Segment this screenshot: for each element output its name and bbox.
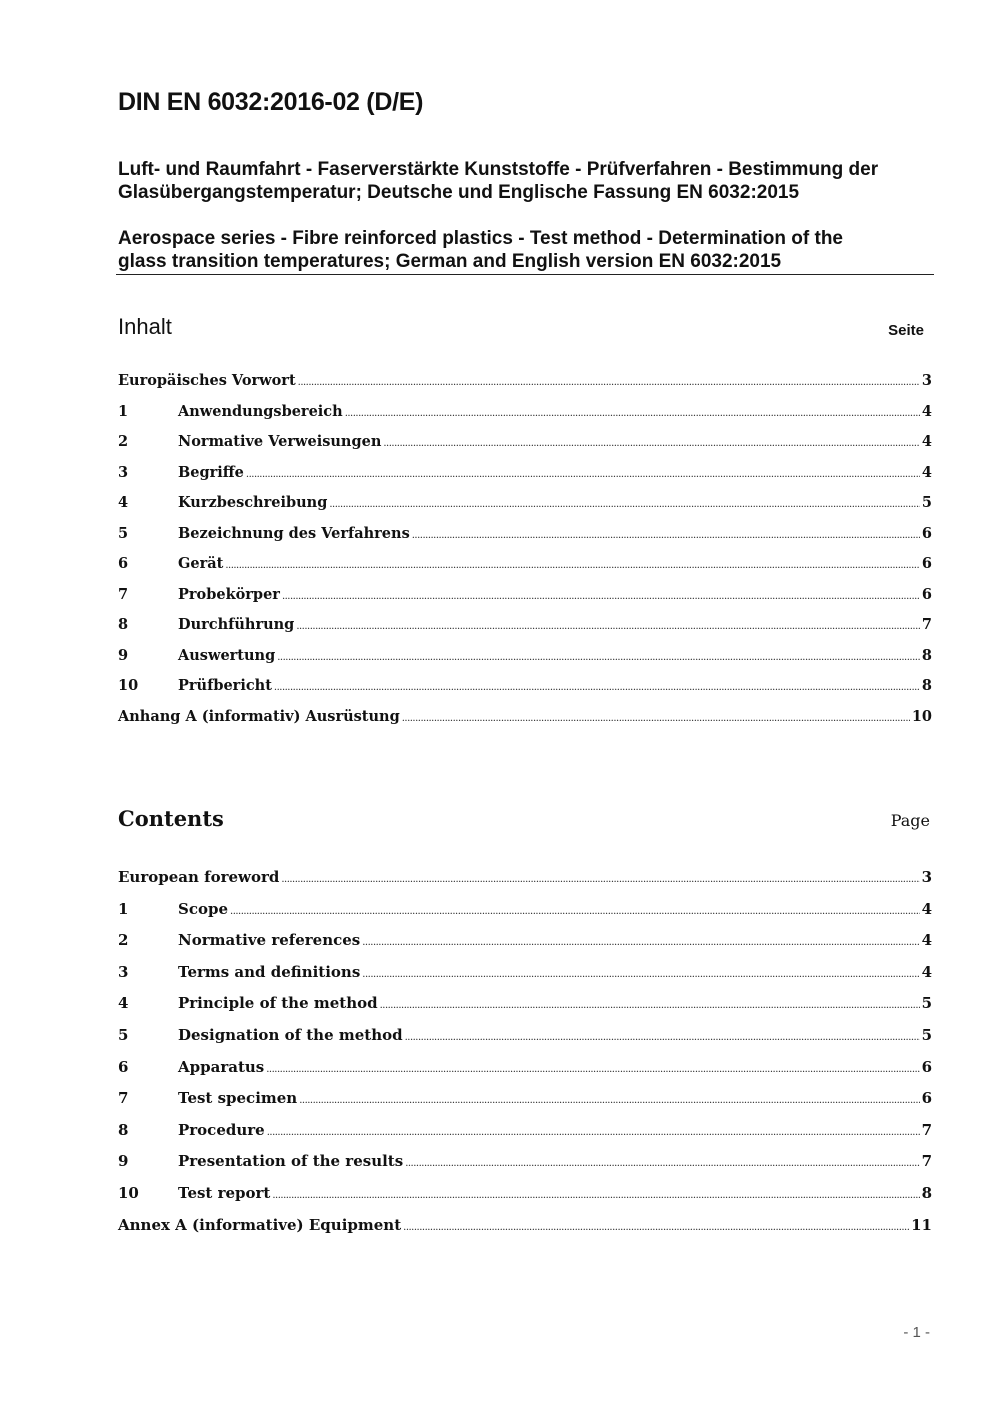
toc-dot-leader [380, 1000, 920, 1011]
title-english [118, 227, 933, 273]
toc-entry-title: Scope [178, 899, 229, 918]
toc-entry-number: 3 [118, 463, 129, 481]
toc-entry[interactable] [118, 1089, 932, 1109]
toc-entry-page: 4 [921, 962, 932, 981]
toc-entry-title: European foreword [118, 868, 280, 886]
toc-entry-title: Presentation of the results [178, 1152, 404, 1171]
toc-entry-page: 4 [921, 402, 932, 420]
toc-entry-title: Probekörper [178, 585, 280, 603]
toc-entry-title: Normative references [178, 931, 361, 950]
toc-entry-title: Durchführung [178, 616, 295, 633]
toc-entry[interactable] [118, 555, 932, 575]
toc-entry-number: 8 [118, 1120, 129, 1139]
toc-dot-leader [274, 682, 920, 693]
toc-dot-leader [267, 1127, 920, 1138]
toc-entry-number: 5 [118, 1026, 129, 1044]
toc-entry[interactable] [118, 1184, 932, 1204]
toc-entry-page: 6 [921, 555, 932, 572]
toc-entry-title: Gerät [178, 555, 224, 572]
toc-entry-page: 11 [911, 1215, 932, 1234]
toc-entry-page: 6 [921, 585, 932, 603]
toc-entry-page: 4 [921, 433, 932, 450]
toc-dot-leader [405, 1158, 919, 1169]
toc-entry-page: 7 [921, 1120, 932, 1139]
toc-entry-title: Europäisches Vorwort [118, 372, 296, 389]
toc-entry-number: 7 [118, 1089, 129, 1108]
toc-entry-title: Test report [178, 1184, 271, 1202]
toc-entry[interactable] [118, 616, 932, 636]
toc-dot-leader [225, 560, 920, 571]
toc-entry[interactable] [118, 900, 932, 920]
toc-entry-page: 6 [921, 524, 932, 542]
toc-entry-number: 2 [118, 433, 129, 450]
title-german-line-2: Glasübergangstemperatur; Deutsche und Englische Fassung EN 6032:2015 [118, 182, 800, 203]
toc-entry-title: Kurzbeschreibung [178, 494, 328, 511]
toc-dot-leader [282, 591, 920, 602]
toc-entry-number: 8 [118, 616, 129, 633]
toc-dot-leader [272, 1190, 919, 1201]
title-german-line-1: Luft- und Raumfahrt - Faserverstärkte Kunststoffe - Prüfverfahren - Bestimmung der [118, 159, 879, 180]
toc-entry-title: Normative Verweisungen [178, 433, 382, 450]
toc-entry[interactable] [118, 647, 932, 667]
toc-dot-leader [362, 937, 919, 948]
toc-entry-page: 8 [921, 1184, 932, 1202]
toc-entry-number: 9 [118, 646, 129, 664]
toc-entry-number: 7 [118, 585, 129, 603]
toc-entry[interactable] [118, 433, 932, 453]
toc-entry-page: 7 [921, 616, 932, 633]
toc-entry[interactable] [118, 994, 932, 1014]
toc-entry-title: Bezeichnung des Verfahrens [178, 524, 410, 542]
toc-dot-leader [383, 438, 920, 449]
toc-entry-title: Procedure [178, 1120, 265, 1139]
toc-entry[interactable] [118, 586, 932, 606]
toc-entry-page: 8 [921, 646, 932, 664]
toc-dot-leader [281, 874, 919, 885]
title-german [118, 158, 933, 204]
toc-dot-leader [362, 969, 919, 980]
title-english-line-2: glass transition temperatures; German and English version EN 6032:2015 [118, 251, 782, 272]
toc-entry-page: 6 [921, 1057, 932, 1076]
toc-entry-title: Principle of the method [178, 994, 378, 1013]
title-english-line-1: Aerospace series - Fibre reinforced plastics - Test method - Determination of the [118, 228, 843, 249]
document-id: DIN EN 6032:2016-02 (D/E) [118, 88, 424, 116]
toc-dot-leader [329, 499, 920, 510]
toc-dot-leader [345, 408, 920, 419]
toc-entry-page: 4 [921, 463, 932, 481]
toc-entry-number: 10 [118, 1184, 139, 1202]
toc-entry-title: Terms and definitions [178, 962, 361, 981]
toc-entry-page: 6 [921, 1089, 932, 1108]
toc-entry-number: 5 [118, 524, 129, 542]
toc-entry-page: 4 [921, 899, 932, 918]
toc-entry-number: 4 [118, 994, 129, 1013]
toc-entry-number: 1 [118, 402, 129, 420]
toc-entry[interactable] [118, 464, 932, 484]
toc-entry[interactable] [118, 868, 932, 888]
toc-entry[interactable] [118, 708, 932, 728]
toc-entry-number: 6 [118, 1057, 129, 1076]
toc-entry-number: 6 [118, 555, 129, 572]
title-divider [116, 274, 934, 275]
toc-entry[interactable] [118, 931, 932, 951]
toc-entry-title: Designation of the method [178, 1026, 403, 1044]
toc-entry-title: Annex A (informative) Equipment [118, 1215, 402, 1234]
toc-entry-page: 10 [911, 707, 932, 725]
toc-dot-leader [298, 377, 920, 388]
toc-entry-title: Prüfbericht [178, 677, 272, 694]
toc-dot-leader [246, 469, 920, 480]
toc-entry-title: Auswertung [178, 646, 276, 664]
toc-entry[interactable] [118, 1026, 932, 1046]
toc-de-page-label: Seite [888, 322, 924, 339]
toc-entry-page: 5 [921, 994, 932, 1013]
toc-dot-leader [405, 1032, 920, 1043]
toc-entry-page: 3 [921, 868, 932, 886]
toc-dot-leader [402, 713, 910, 724]
toc-en-page-label: Page [890, 811, 930, 830]
toc-entry[interactable] [118, 525, 932, 545]
toc-entry[interactable] [118, 372, 932, 392]
toc-entry-page: 8 [921, 677, 932, 694]
toc-entry[interactable] [118, 1058, 932, 1078]
toc-dot-leader [299, 1095, 919, 1106]
toc-entry-number: 4 [118, 494, 129, 511]
toc-entry[interactable] [118, 403, 932, 423]
toc-dot-leader [266, 1064, 919, 1075]
toc-dot-leader [296, 621, 920, 632]
toc-entry[interactable] [118, 1152, 932, 1172]
toc-entry[interactable] [118, 677, 932, 697]
toc-entry-number: 9 [118, 1152, 129, 1171]
toc-entry-page: 5 [921, 1026, 932, 1044]
toc-entry-title: Begriffe [178, 463, 244, 481]
toc-entry-page: 7 [921, 1152, 932, 1171]
toc-entry[interactable] [118, 963, 932, 983]
toc-entry-title: Anhang A (informativ) Ausrüstung [118, 707, 400, 725]
page-number: - 1 - [903, 1324, 930, 1341]
toc-entry-page: 4 [921, 931, 932, 950]
toc-entry-page: 3 [921, 372, 932, 389]
toc-entry-title: Test specimen [178, 1089, 298, 1108]
toc-de-heading: Inhalt [118, 314, 172, 339]
toc-entry-number: 3 [118, 962, 129, 981]
toc-entry[interactable] [118, 1121, 932, 1141]
toc-dot-leader [277, 652, 920, 663]
toc-entry-title: Apparatus [178, 1057, 265, 1076]
toc-entry-number: 1 [118, 899, 129, 918]
toc-dot-leader [403, 1222, 909, 1233]
toc-dot-leader [230, 906, 920, 917]
toc-entry-number: 2 [118, 931, 129, 950]
toc-entry[interactable] [118, 494, 932, 514]
toc-entry[interactable] [118, 1216, 932, 1236]
toc-entry-title: Anwendungsbereich [178, 402, 343, 420]
toc-dot-leader [412, 530, 920, 541]
toc-en-heading: Contents [118, 806, 224, 831]
toc-entry-page: 5 [921, 494, 932, 511]
toc-entry-number: 10 [118, 677, 139, 694]
